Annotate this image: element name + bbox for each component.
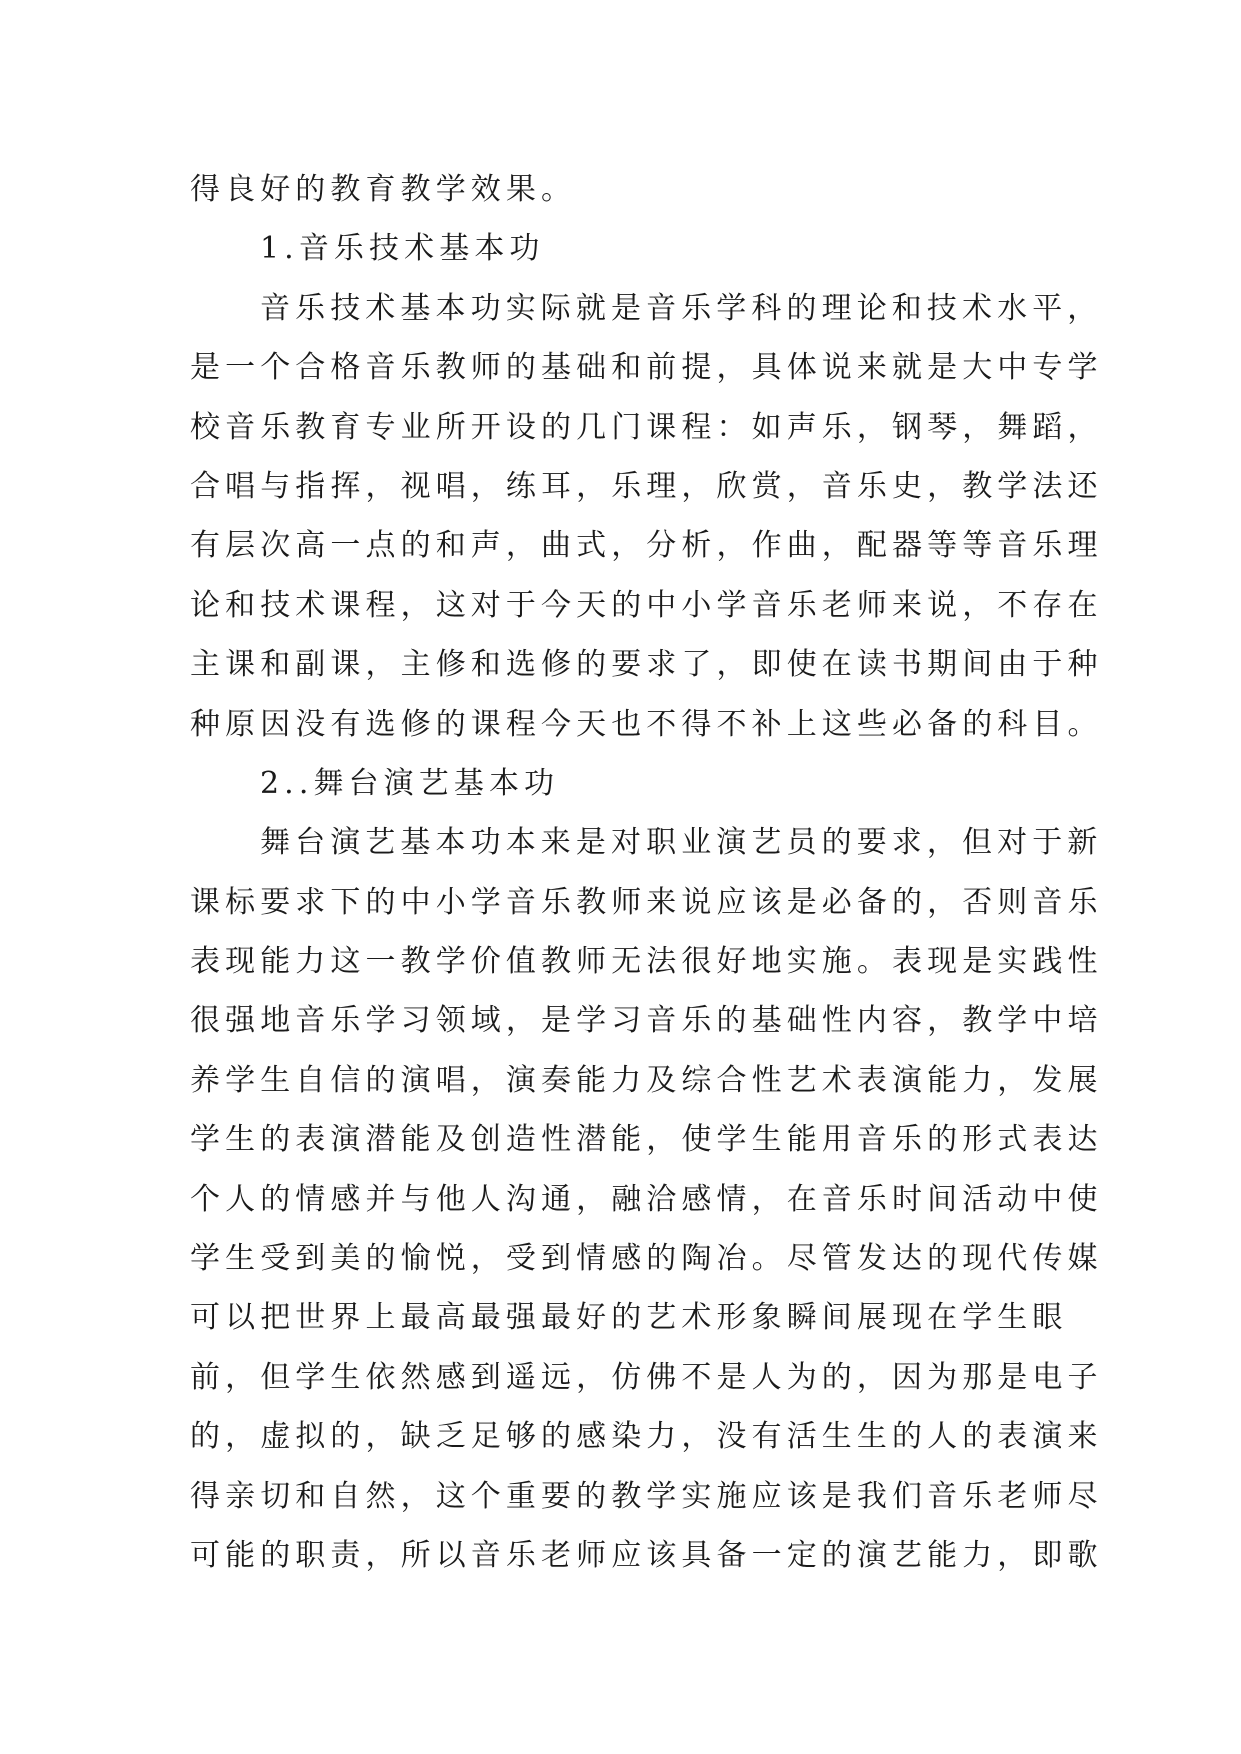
text-line: 的，虚拟的，缺乏足够的感染力，没有活生生的人的表演来	[190, 1419, 1103, 1455]
text-line: 音乐技术基本功实际就是音乐学科的理论和技术水平，	[260, 290, 1103, 326]
text-line: 个人的情感并与他人沟通，融洽感情，在音乐时间活动中使	[190, 1181, 1103, 1217]
text-line: 表现能力这一教学价值教师无法很好地实施。表现是实践性	[190, 944, 1103, 980]
text-line: 合唱与指挥，视唱，练耳，乐理，欣赏，音乐史，教学法还	[190, 468, 1103, 504]
text-line: 学生的表演潜能及创造性潜能，使学生能用音乐的形式表达	[190, 1122, 1103, 1158]
text-line: 可能的职责，所以音乐老师应该具备一定的演艺能力，即歌	[190, 1537, 1103, 1573]
text-line: 很强地音乐学习领域，是学习音乐的基础性内容，教学中培	[190, 1003, 1103, 1039]
text-line: 1.音乐技术基本功	[260, 231, 545, 267]
text-line: 养学生自信的演唱，演奏能力及综合性艺术表演能力，发展	[190, 1062, 1103, 1098]
text-line: 得良好的教育教学效果。	[190, 172, 577, 207]
text-line: 校音乐教育专业所开设的几门课程：如声乐，钢琴，舞蹈，	[190, 409, 1103, 445]
text-line: 是一个合格音乐教师的基础和前提，具体说来就是大中专学	[190, 350, 1103, 386]
document-body	[190, 160, 1103, 1585]
text-line: 论和技术课程，这对于今天的中小学音乐老师来说，不存在	[190, 587, 1103, 623]
text-line: 得亲切和自然，这个重要的教学实施应该是我们音乐老师尽	[190, 1478, 1103, 1514]
text-line: 学生受到美的愉悦，受到情感的陶冶。尽管发达的现代传媒	[190, 1241, 1103, 1277]
text-line: 种原因没有选修的课程今天也不得不补上这些必备的科目。	[190, 706, 1103, 742]
text-line: 主课和副课，主修和选修的要求了，即使在读书期间由于种	[190, 647, 1103, 683]
text-line: 2..舞台演艺基本功	[260, 765, 560, 801]
text-line: 舞台演艺基本功本来是对职业演艺员的要求，但对于新	[260, 825, 1103, 861]
text-line: 课标要求下的中小学音乐教师来说应该是必备的，否则音乐	[190, 884, 1103, 920]
text-line: 前，但学生依然感到遥远，仿佛不是人为的，因为那是电子	[190, 1359, 1103, 1395]
text-line: 可以把世界上最高最强最好的艺术形象瞬间展现在学生眼	[190, 1300, 1068, 1336]
text-line: 有层次高一点的和声，曲式，分析，作曲，配器等等音乐理	[190, 528, 1103, 564]
